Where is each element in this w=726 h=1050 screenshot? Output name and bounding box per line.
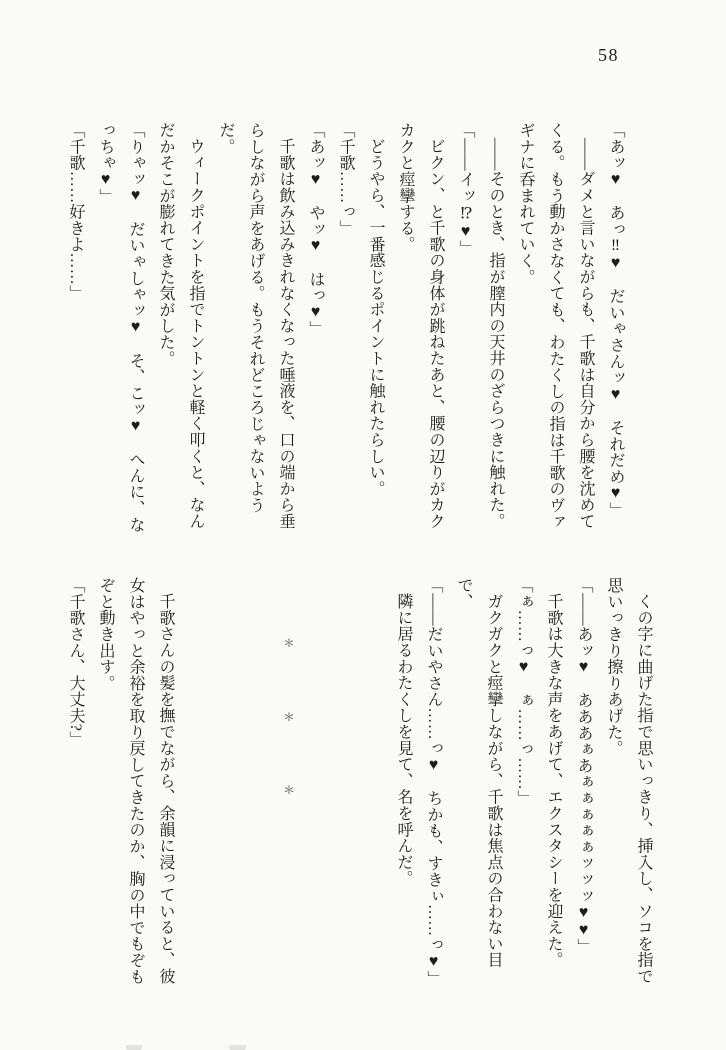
paragraph: 隣に居るわたくしを見て、名を呼んだ。 [395,593,412,887]
dialogue-line: 「千歌……好きよ……」 [67,122,84,302]
asterisk-separator-mark: ＊ [282,710,294,722]
paragraph: ビクン、と千歌の身体が跳ねたあと、腰の辺りがカクカクと痙攣する。 [397,122,444,530]
text-tier-lower [67,577,658,989]
paragraph: どうやら、一番感じるポイントに触れたらしい。 [367,138,384,497]
text-tier-upper [67,122,630,534]
dialogue-line: 「ぁ……っ♥ ぁ……っ……」 [515,577,532,807]
asterisk-separator-mark: ＊ [282,637,294,649]
dialogue-line: 「――だいやさん……っ♥ ちかも、すきぃ……っ♥」 [425,577,442,987]
paragraph: ウィークポイントを指でトントンと軽く叩くと、なんだかそこが膨れてきた気がした。 [157,122,204,530]
dialogue-line: 「あッ♥ やッ♥ はっ♥」 [307,122,324,337]
scene-separator [273,577,303,989]
paragraph: ガクガクと痙攣しながら、千歌は焦点の合わない目で、 [455,577,502,968]
page-edge-scan-artifact [126,1045,142,1050]
paragraph: 千歌は大きな声をあげて、エクスタシーを迎えた。 [545,593,562,968]
dialogue-line: 「千歌……っ」 [337,122,354,237]
paragraph: くの字に曲げた指で思いっきり、挿入し、ソコを指で思いっきり擦りあげた。 [605,577,652,985]
paragraph: 千歌は飲み込みきれなくなった唾液を、口の端から垂らしながら声をあげる。もうそれどころじゃないようだ。 [217,122,294,530]
paragraph: ――そのとき、指が膣内の天井のざらつきに触れた。 [487,138,504,530]
page-number: 58 [598,45,619,65]
dialogue-line: 「――あッ♥ あああぁあぁぁぁぁぁッッッ♥♥」 [575,577,592,955]
dialogue-line: 「――イッ⁉♥」 [457,122,474,257]
dialogue-line: 「りゃッ♥ だいゃしゃッ♥ そ、こッ♥ へんに、なっちゃ♥」 [97,122,144,533]
paragraph: 千歌さんの髪を撫でながら、余韻に浸っていると、彼女はやっと余裕を取り戻してきたのか、胸の中でもぞもぞと動き出す。 [97,577,174,985]
dialogue-line: 「あッ♥ あっ‼♥ だいゃさんッ♥ それだめ♥」 [607,122,624,519]
page-edge-scan-artifact [229,1045,246,1050]
asterisk-separator-mark: ＊ [282,784,294,796]
paragraph: ――ダメと言いながらも、千歌は自分から腰を沈めてくる。もう動かさなくても、わたくしの指は千歌のヴァギナに呑まれていく。 [517,122,594,530]
dialogue-line: 「千歌さん、大丈夫?」 [67,577,84,748]
